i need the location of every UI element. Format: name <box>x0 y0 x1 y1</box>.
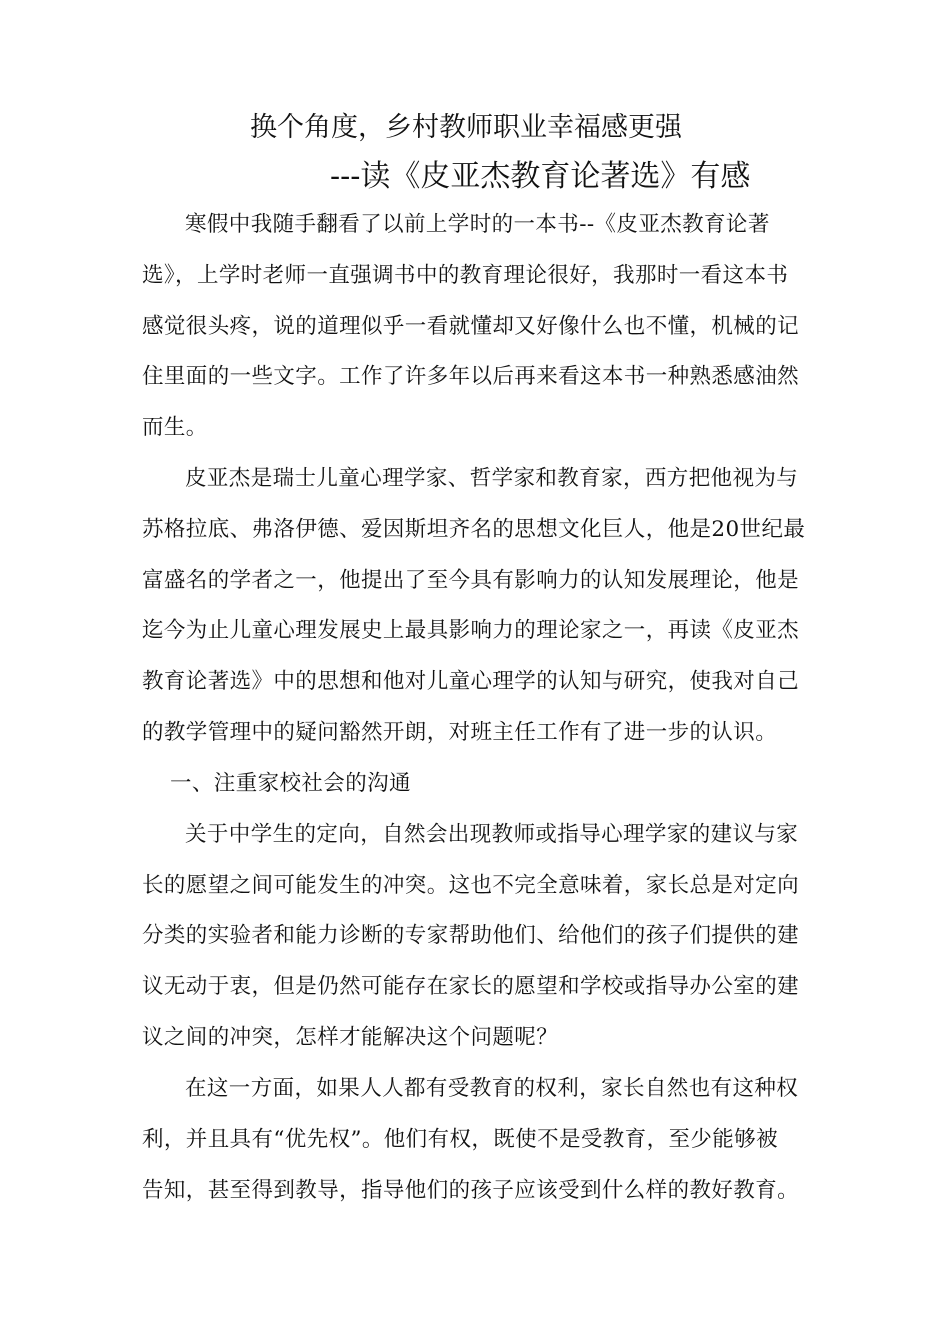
paragraph-4-line-2: 利，并且具有“优先权”。他们有权，既使不是受教育，至少能够被 <box>142 1127 778 1152</box>
paragraph-1-line-4: 住里面的一些文字。工作了许多年以后再来看这本书一种熟悉感油然 <box>142 364 800 389</box>
paragraph-3-line-2: 长的愿望之间可能发生的冲突。这也不完全意味着，家长总是对定向 <box>142 873 800 898</box>
paragraph-2-line-6: 的教学管理中的疑问豁然开朗，对班主任工作有了进一步的认识。 <box>142 720 778 745</box>
paragraph-1-line-3: 感觉很头疼，说的道理似乎一看就懂却又好像什么也不懂，机械的记 <box>142 314 800 339</box>
paragraph-2-line-2: 苏格拉底、弗洛伊德、爱因斯坦齐名的思想文化巨人，他是20世纪最 <box>142 517 806 542</box>
paragraph-2-line-3: 富盛名的学者之一，他提出了至今具有影响力的认知发展理论，他是 <box>142 568 800 593</box>
paragraph-4-line-3: 告知，甚至得到教导，指导他们的孩子应该受到什么样的教好教育。 <box>142 1178 800 1203</box>
paragraph-2-line-4: 迄今为止儿童心理发展史上最具影响力的理论家之一，再读《皮亚杰 <box>142 618 800 643</box>
paragraph-4-line-1: 在这一方面，如果人人都有受教育的权利，家长自然也有这种权 <box>185 1076 799 1101</box>
document-subtitle: ---读《皮亚杰教育论著选》有感 <box>330 159 751 194</box>
paragraph-1-line-1: 寒假中我随手翻看了以前上学时的一本书--《皮亚杰教育论著 <box>185 212 770 237</box>
paragraph-1-line-2: 选》，上学时老师一直强调书中的教育理论很好，我那时一看这本书 <box>142 263 789 288</box>
paragraph-3-line-5: 议之间的冲突，怎样才能解决这个问题呢？ <box>142 1025 559 1050</box>
paragraph-3-line-1: 关于中学生的定向，自然会出现教师或指导心理学家的建议与家 <box>185 822 799 847</box>
paragraph-2-line-5: 教育论著选》中的思想和他对儿童心理学的认知与研究，使我对自己 <box>142 669 800 694</box>
document-title: 换个角度，乡村教师职业幸福感更强 <box>250 112 682 143</box>
paragraph-3-line-4: 议无动于衷，但是仍然可能存在家长的愿望和学校或指导办公室的建 <box>142 974 800 999</box>
paragraph-3-line-3: 分类的实验者和能力诊断的专家帮助他们、给他们的孩子们提供的建 <box>142 923 800 948</box>
paragraph-1-line-5: 而生。 <box>142 415 208 440</box>
paragraph-2-line-1: 皮亚杰是瑞士儿童心理学家、哲学家和教育家，西方把他视为与 <box>185 466 799 491</box>
section-heading: 一、注重家校社会的沟通 <box>170 771 411 796</box>
